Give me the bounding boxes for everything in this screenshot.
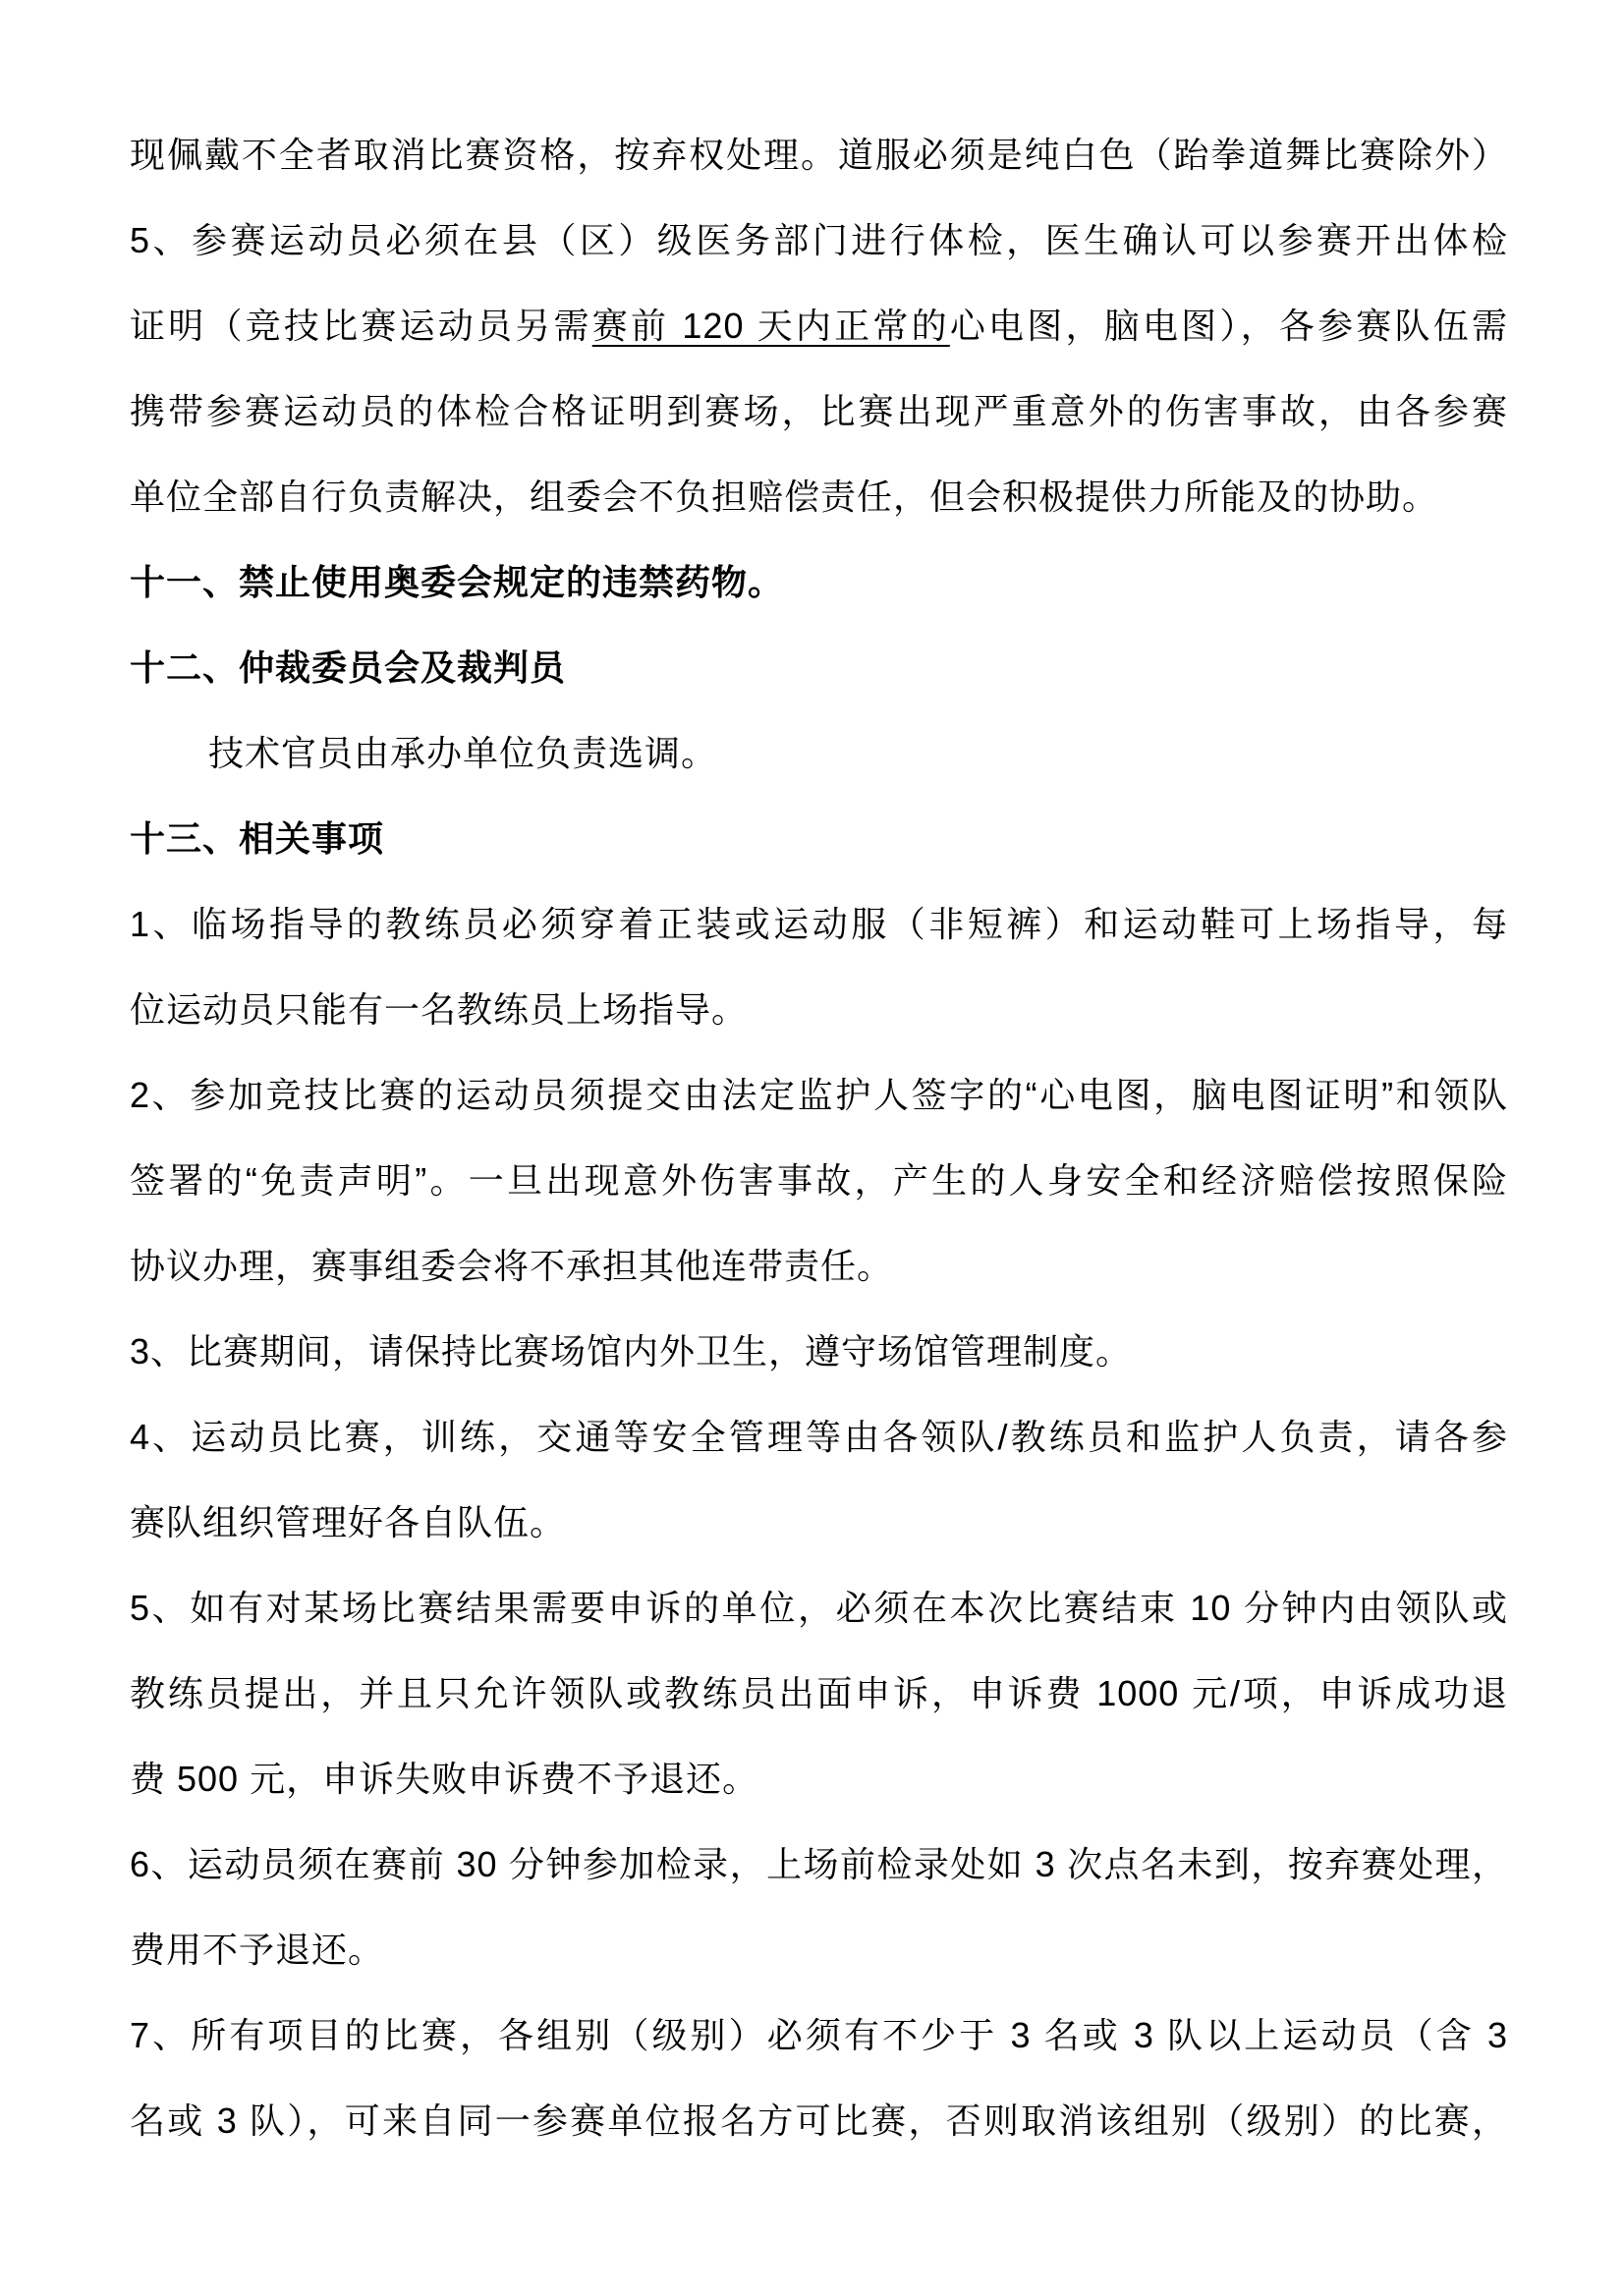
doc-line-5: 单位全部自行负责解决，组委会不负担赔偿责任，但会积极提供力所能及的协助。 (130, 476, 1439, 517)
underlined-text: 赛前 120 天内正常的 (591, 306, 950, 346)
section-heading-12: 十二、仲裁委员会及裁判员 (130, 647, 567, 688)
doc-line-21: 6、运动员须在赛前 30 分钟参加检录，上场前检录处如 3 次点名未到，按弃赛处理， (130, 1844, 1508, 1884)
doc-line-2: 5、参赛运动员必须在县（区）级医务部门进行体检，医生确认可以参赛开出体检 (130, 220, 1508, 260)
doc-line-14: 协议办理，赛事组委会将不承担其他连带责任。 (130, 1246, 894, 1286)
doc-line-3-pre: 证明（竞技比赛运动员另需 (130, 306, 592, 346)
doc-line-23: 7、所有项目的比赛，各组别（级别）必须有不少于 3 名或 3 队以上运动员（含 3 (130, 2015, 1508, 2055)
doc-line-18: 5、如有对某场比赛结果需要申诉的单位，必须在本次比赛结束 10 分钟内由领队或 (130, 1588, 1508, 1628)
doc-line-22: 费用不予退还。 (130, 1930, 385, 1970)
section-heading-13: 十三、相关事项 (130, 818, 385, 859)
doc-line-15: 3、比赛期间，请保持比赛场馆内外卫生，遵守场馆管理制度。 (130, 1331, 1133, 1372)
document-body (130, 112, 1508, 2163)
doc-line-10: 1、临场指导的教练员必须穿着正装或运动服（非短裤）和运动鞋可上场指导，每 (130, 904, 1508, 944)
doc-line-3 (130, 283, 1508, 368)
doc-line-3-post: 心电图，脑电图），各参赛队伍需 (949, 306, 1508, 346)
doc-line-1: 现佩戴不全者取消比赛资格，按弃权处理。道服必须是纯白色（跆拳道舞比赛除外） (130, 135, 1508, 175)
doc-line-11: 位运动员只能有一名教练员上场指导。 (130, 989, 749, 1030)
doc-line-4: 携带参赛运动员的体检合格证明到赛场，比赛出现严重意外的伤害事故，由各参赛 (130, 391, 1508, 431)
doc-line-13: 签署的“免责声明”。一旦出现意外伤害事故，产生的人身安全和经济赔偿按照保险 (130, 1160, 1508, 1201)
doc-line-8: 技术官员由承办单位负责选调。 (208, 733, 718, 773)
doc-line-16: 4、运动员比赛，训练，交通等安全管理等由各领队/教练员和监护人负责，请各参 (130, 1417, 1508, 1457)
doc-line-17: 赛队组织管理好各自队伍。 (130, 1502, 567, 1542)
section-heading-11: 十一、禁止使用奥委会规定的违禁药物。 (130, 562, 785, 602)
doc-line-24: 名或 3 队），可来自同一参赛单位报名方可比赛，否则取消该组别（级别）的比赛， (130, 2100, 1508, 2141)
doc-line-20: 费 500 元，申诉失败申诉费不予退还。 (130, 1759, 759, 1799)
doc-line-19: 教练员提出，并且只允许领队或教练员出面申诉，申诉费 1000 元/项，申诉成功退 (130, 1673, 1508, 1713)
doc-line-12: 2、参加竞技比赛的运动员须提交由法定监护人签字的“心电图，脑电图证明”和领队 (130, 1075, 1508, 1115)
